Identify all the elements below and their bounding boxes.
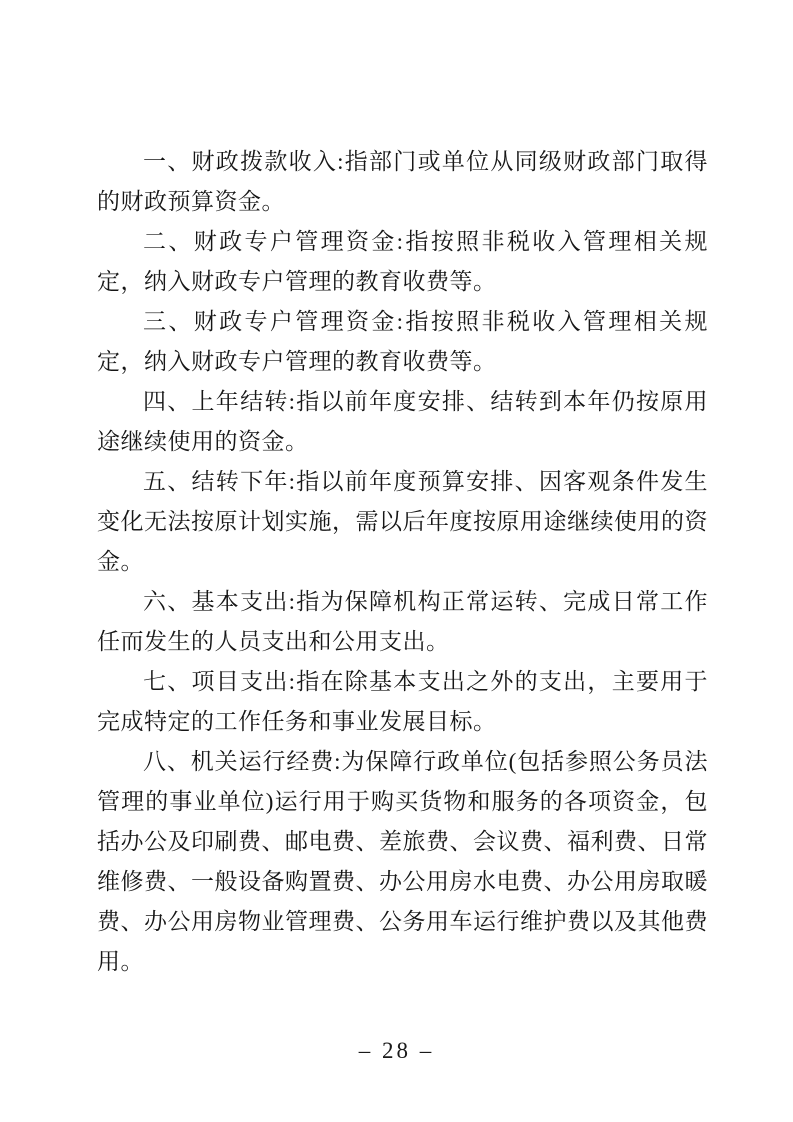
paragraph-definition-4: 四、上年结转:指以前年度安排、结转到本年仍按原用途继续使用的资金。: [97, 389, 708, 454]
paragraph-definition-6: 六、基本支出:指为保障机构正常运转、完成日常工作任而发生的人员支出和公用支出。: [97, 589, 708, 654]
document-body: [97, 142, 708, 982]
paragraph-definition-3: 三、财政专户管理资金:指按照非税收入管理相关规定，纳入财政专户管理的教育收费等。: [97, 309, 708, 374]
paragraph-definition-2: 二、财政专户管理资金:指按照非税收入管理相关规定，纳入财政专户管理的教育收费等。: [97, 229, 708, 294]
paragraph-definition-5: 五、结转下年:指以前年度预算安排、因客观条件发生变化无法按原计划实施，需以后年度按原用途继续使用的资金。: [97, 469, 708, 574]
page-number: – 28 –: [358, 1038, 435, 1063]
paragraph-definition-7: 七、项目支出:指在除基本支出之外的支出，主要用于完成特定的工作任务和事业发展目标。: [97, 669, 708, 734]
paragraph-definition-1: 一、财政拨款收入:指部门或单位从同级财政部门取得的财政预算资金。: [97, 149, 708, 214]
paragraph-definition-8: 八、机关运行经费:为保障行政单位(包括参照公务员法管理的事业单位)运行用于购买货物和服务的各项资金，包括办公及印刷费、邮电费、差旅费、会议费、福利费、日常维修费、一般设备购置费、办公用房水电费、办公用房取暖费、办公用房物业管理费、公务用车运行维护费以及其他费用。: [97, 749, 708, 974]
